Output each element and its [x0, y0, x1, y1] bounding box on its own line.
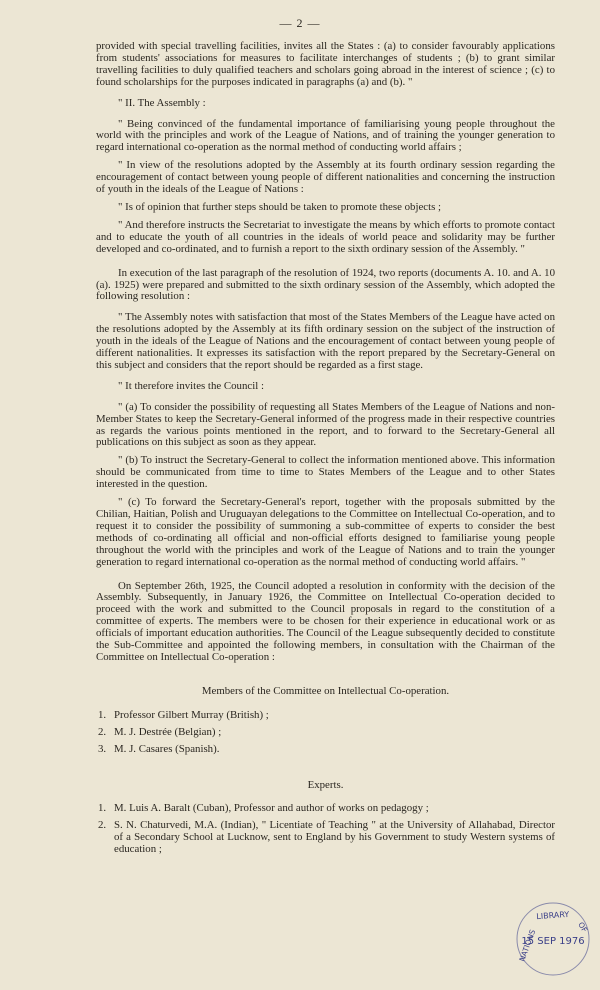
list-item: 1. M. Luis A. Baralt (Cuban), Professor and author of works on pedagogy ; — [98, 802, 429, 815]
list-item: 2. M. J. Destrée (Belgian) ; — [98, 725, 222, 738]
paragraph: provided with special travelling facilities, invites all the States : (a) to consider favourably applications from students' associations for measures to facilitate interchanges of students ; (b) to grant similar travelling facilities to duly qualified teachers and scholars going abroad in the interest of science ; (c) to found scholarships for the purposes indicated in paragraphs (a) and (b). " — [96, 40, 555, 88]
paragraph: " II. The Assembly : — [118, 96, 206, 109]
members-heading: Members of the Committee on Intellectual Co-operation. — [201, 684, 450, 697]
paragraph: In execution of the last paragraph of the resolution of 1924, two reports (documents A. 10. and A. 10 (a). 1925) were prepared and submitted to the sixth ordinary session of the Assembly, which adopted the following resolution : — [96, 266, 555, 303]
paragraph: " (c) To forward the Secretary-General's report, together with the proposals submitted by the Chilian, Haitian, Polish and Uruguayan delegations to the Committee on Intellectual Co-operation, and to request it to consider the possibility of summoning a sub-committee of experts to consider the best methods of co-ordinating all official and non-official efforts designed to familiarise young people throughout the world with the principles and work of the League of Nations and to train the younger generation to regard international co-operation as the normal method of conducting world affairs. " — [96, 496, 555, 568]
list-item: 2. S. N. Chaturvedi, M.A. (Indian), " Licentiate of Teaching " at the University of Allahabad, Director of a Secondary School at Lucknow, sent to England by his Government to study Western systems of education ; — [98, 819, 555, 856]
paragraph: " In view of the resolutions adopted by the Assembly at its fourth ordinary session regarding the encouragement of contact between young people of different nationalities and concerning the instruction of youth in the ideals of the League of Nations : — [96, 159, 555, 196]
paragraph: " And therefore instructs the Secretariat to investigate the means by which efforts to promote contact and to educate the youth of all countries in the ideals of world peace and solidarity may be further developed and co-ordinated, and to furnish a report to the sixth ordinary session of the Assembly. " — [96, 218, 555, 255]
paragraph: " (a) To consider the possibility of requesting all States Members of the League of Nations and non-Member States to keep the Secretary-General informed of the progress made in their respective countries as regards the various points mentioned in the report, and to forward to the Secretary-General all publications on this subject as soon as they appear. — [96, 400, 555, 449]
page-number: — 2 — — [279, 16, 321, 30]
experts-list — [96, 803, 555, 856]
stamp-top-text: LIBRARY — [536, 909, 570, 922]
paragraph: " (b) To instruct the Secretary-General to collect the information mentioned above. This information should be communicated from time to time to States Members of the League and to other States interested in the question. — [96, 454, 555, 491]
paragraph: " Being convinced of the fundamental importance of familiarising young people throughout the world with the principles and work of the League of Nations, and of training the younger generation to regard international co-operation as the normal method of conducting world affairs ; — [96, 117, 555, 154]
library-stamp — [512, 898, 594, 980]
paragraph: " The Assembly notes with satisfaction that most of the States Members of the League have acted on the resolutions adopted by the Assembly at its fifth ordinary session on the subject of the instruction of youth in the ideals of the League of Nations and the encouragement of contact between young people of different nationalities. It expresses its satisfaction with the report prepared by the Secretary-General on this subject and considers that the report should be regarded as a first stage. — [96, 311, 555, 371]
list-item: 3. M. J. Casares (Spanish). — [98, 742, 220, 755]
list-item: 1. Professor Gilbert Murray (British) ; — [98, 708, 269, 721]
stamp-right-text: OF — [576, 920, 590, 934]
experts-heading: Experts. — [307, 778, 344, 791]
paragraph: " It therefore invites the Council : — [118, 379, 264, 392]
paragraph: On September 26th, 1925, the Council adopted a resolution in conformity with the decision of the Assembly. Subsequently, in January 1926, the Committee on Intellectual Co-operation decided to proceed with the work and submitted to the Council proposals in regard to the constitution of a committee of experts. The members were to be chosen for their experience in educational work or as officials of important education authorities. The Council of the League subsequently decided to constitute the Sub-Committee and appointed the following members, in consultation with the Chairman of the Committee on Intellectual Co-operation : — [96, 579, 555, 663]
stamp-left-text: NATIONS — [517, 928, 538, 963]
document-body — [96, 41, 555, 856]
members-list — [96, 710, 555, 756]
paragraph: " Is of opinion that further steps should be taken to promote these objects ; — [118, 200, 442, 213]
stamp-date: 15 SEP 1976 — [521, 936, 585, 947]
